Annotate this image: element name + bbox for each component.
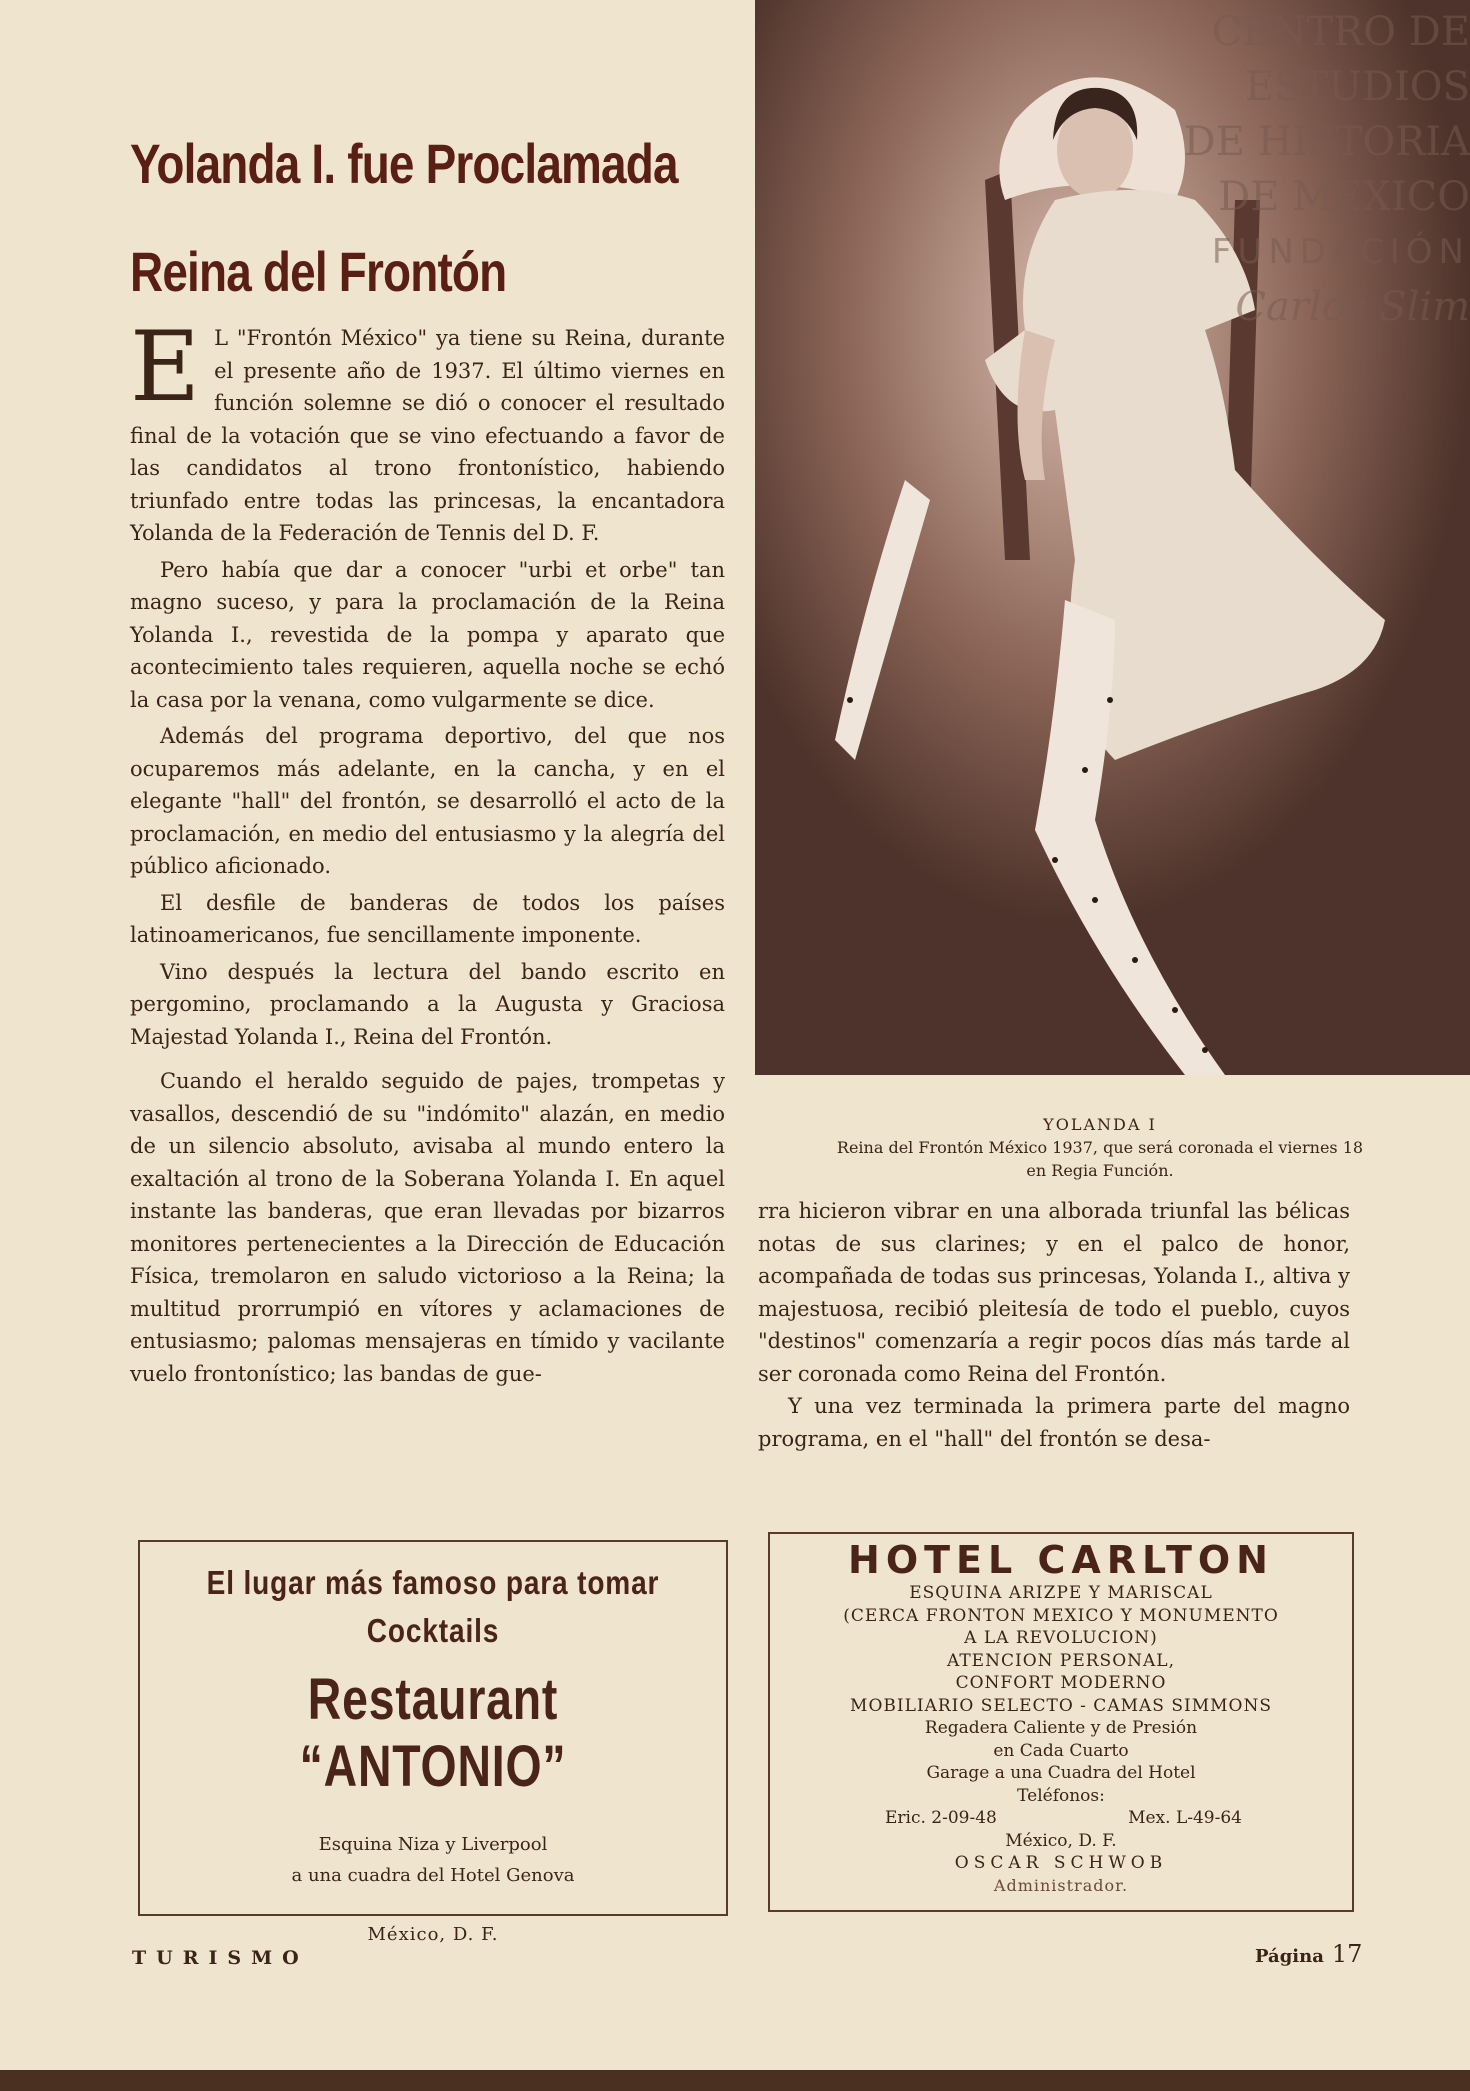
paragraph-text: L "Frontón México" ya tiene su Reina, durante el presente año de 1937. El último viernes en función solemne se dió o conocer el resultado final de la votación que se vino efectuando a favor de las candidatos al trono frontonístico, habiendo triunfado entre todas las princesas, la encantadora Yolanda de la Federación de Tennis del D. F. <box>130 326 725 545</box>
article-paragraph: Y una vez terminada la primera parte del magno programa, en el "hall" del frontón se desa- <box>758 1394 1350 1451</box>
photo-caption <box>755 1113 1445 1182</box>
article-paragraph <box>130 311 725 550</box>
article-paragraph: Pero había que dar a conocer "urbi et orbe" tan magno suceso, y para la proclamación de la Reina Yolanda I., revestida de la pompa y aparato que acontecimiento tales requieren, aquella noche se echó la casa por la venana, como vulgarmente se dice. <box>130 557 725 712</box>
watermark-line: ESTUDIOS <box>1244 64 1470 110</box>
article-paragraph: Además del programa deportivo, del que nos ocuparemos más adelante, en la cancha, y en el elegante "hall" del frontón, se desarrolló el acto de la proclamación, en medio del entusiasmo y la alegría del público aficionado. <box>130 724 725 878</box>
ad-line: (CERCA FRONTON MEXICO Y MONUMENTO <box>843 1605 1279 1626</box>
hotel-carlton-ad <box>768 1532 1354 1912</box>
ad-address: a una cuadra del Hotel Genova <box>291 1865 575 1886</box>
ad-line: ATENCION PERSONAL, <box>947 1650 1175 1671</box>
caption-line: Reina del Frontón México 1937, que será coronada el viernes 18 <box>836 1138 1364 1157</box>
ad-tagline: El lugar más famoso para tomar <box>206 1564 660 1601</box>
ad-line: MOBILIARIO SELECTO - CAMAS SIMMONS <box>850 1695 1272 1716</box>
ad-line: Teléfonos: <box>1017 1785 1105 1806</box>
page-number-label <box>1255 1940 1362 1968</box>
article-column-left <box>130 311 725 1394</box>
ad-line: México, D. F. <box>1005 1830 1117 1851</box>
headline-line-1: Yolanda I. fue Proclamada <box>130 132 678 195</box>
ad-city: México, D. F. <box>367 1924 499 1945</box>
scan-edge <box>0 2070 1470 2091</box>
ad-hotel-name: HOTEL CARLTON <box>848 1538 1274 1582</box>
ad-line: CONFORT MODERNO <box>955 1673 1167 1693</box>
ad-address: Esquina Niza y Liverpool <box>318 1834 548 1855</box>
restaurant-antonio-ad <box>138 1540 728 1945</box>
ad-phones <box>770 1807 1352 1830</box>
archive-watermark <box>1145 5 1470 335</box>
article-paragraph: Vino después la lectura del bando escrito en pergomino, proclamando a la Augusta y Graciosa Majestad Yolanda I., Reina del Frontón. <box>130 959 725 1049</box>
headline-line-2: Reina del Frontón <box>130 240 507 303</box>
article-headline <box>130 110 678 326</box>
page-number: 17 <box>1331 1940 1363 1968</box>
phone-number: Eric. 2-09-48 <box>885 1808 997 1828</box>
watermark-signature: Carlos Slim <box>1235 284 1470 330</box>
article-paragraph: rra hicieron vibrar en una alborada triunfal las bélicas notas de sus clarines; y en el palco de honor, acompañada de todas sus princesas, Yolanda I., altiva y majestuosa, recibió pleitesía de todo el pueblo, cuyos "destinos" comenzaría a regir pocos días más tarde al ser coronada como Reina del Frontón. <box>758 1199 1350 1386</box>
phone-number: Mex. L-49-64 <box>1128 1808 1242 1828</box>
ad-manager-title: Administrador. <box>993 1875 1129 1895</box>
article-column-right <box>758 1195 1350 1455</box>
watermark-line: DE HISTORIA <box>1183 119 1470 165</box>
ad-line: ESQUINA ARIZPE Y MARISCAL <box>909 1583 1213 1603</box>
ad-tagline: Cocktails <box>366 1612 500 1649</box>
ad-line: Regadera Caliente y de Presión <box>924 1718 1198 1738</box>
page-label: Página <box>1255 1946 1324 1967</box>
drop-cap: E <box>130 311 201 423</box>
ad-restaurant-name: Restaurant “ANTONIO” <box>299 1667 567 1799</box>
caption-line: en Regia Función. <box>1026 1161 1174 1180</box>
ad-manager-name: OSCAR SCHWOB <box>954 1853 1168 1873</box>
watermark-line: FUNDACIÓN <box>1211 232 1470 272</box>
watermark-line: DE MEXICO <box>1218 174 1470 220</box>
article-paragraph: Cuando el heraldo seguido de pajes, trompetas y vasallos, descendió de su "indómito" alazán, en medio de un silencio absoluto, avisaba al mundo entero la exaltación al trono de la Soberana Yolanda I. En aquel instante las banderas, que eran llevadas por bizarros monitores pertenecientes a la Dirección de Educación Física, tremolaron en saludo victorioso a la Reina; la multitud prorrumpió en vítores y aclamaciones de entusiasmo; palomas mensajeras en tímido y vacilante vuelo frontonístico; las bandas de gue- <box>130 1069 725 1386</box>
article-paragraph: El desfile de banderas de todos los países latinoamericanos, fue sencillamente imponente. <box>130 890 725 947</box>
ad-line: en Cada Cuarto <box>993 1740 1129 1761</box>
magazine-name: TURISMO <box>132 1947 309 1969</box>
watermark-line: CENTRO DE <box>1211 9 1470 55</box>
ad-line: Garage a una Cuadra del Hotel <box>926 1763 1196 1783</box>
caption-title: YOLANDA I <box>1043 1115 1157 1134</box>
ad-line: A LA REVOLUCION) <box>964 1628 1158 1648</box>
